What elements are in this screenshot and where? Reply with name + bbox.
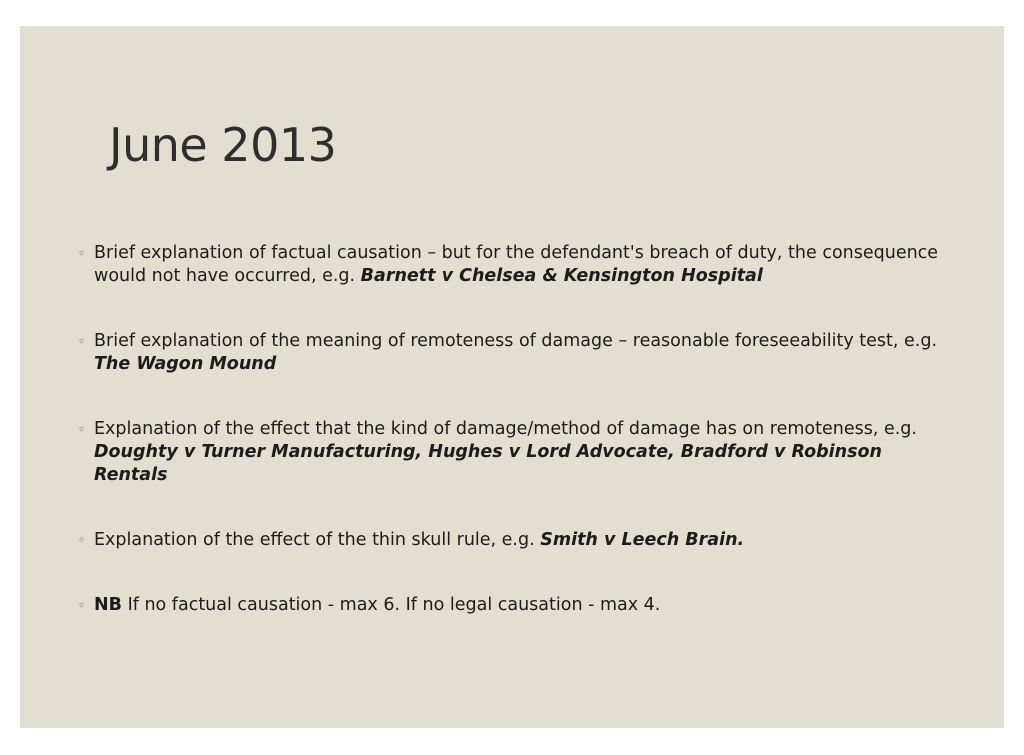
bullet-text: Explanation of the effect of the thin skull rule, e.g. bbox=[94, 530, 541, 550]
bullet-text: Brief explanation of factual causation – but for the defendant's breach of duty, the consequence would not have occurred, e.g. bbox=[94, 243, 939, 286]
bullet-item bbox=[78, 330, 958, 376]
case-name: Doughty v Turner Manufacturing, Hughes v Lord Advocate, Bradford v Robinson Rentals bbox=[94, 442, 883, 485]
slide-title: June 2013 bbox=[109, 118, 337, 172]
bullet-marker-icon: ◦ bbox=[78, 533, 86, 547]
bullet-marker-icon: ◦ bbox=[78, 334, 86, 348]
case-name: The Wagon Mound bbox=[94, 354, 277, 374]
nb-label: NB bbox=[94, 595, 122, 615]
case-name: Barnett v Chelsea & Kensington Hospital bbox=[360, 266, 763, 286]
bullet-marker-icon: ◦ bbox=[78, 422, 86, 436]
bullet-item bbox=[78, 242, 958, 288]
bullet-text: Brief explanation of the meaning of remoteness of damage – reasonable foreseeability test, e.g. bbox=[94, 331, 938, 351]
bullet-text: Explanation of the effect that the kind of damage/method of damage has on remoteness, e.g. bbox=[94, 419, 917, 439]
bullet-item bbox=[78, 529, 958, 552]
bullet-marker-icon: ◦ bbox=[78, 246, 86, 260]
bullet-item bbox=[78, 594, 958, 617]
bullet-list bbox=[78, 242, 958, 659]
slide bbox=[20, 26, 1004, 728]
bullet-marker-icon: ◦ bbox=[78, 598, 86, 612]
bullet-text: If no factual causation - max 6. If no legal causation - max 4. bbox=[122, 595, 661, 615]
case-name: Smith v Leech Brain. bbox=[540, 530, 745, 550]
bullet-item bbox=[78, 418, 958, 487]
